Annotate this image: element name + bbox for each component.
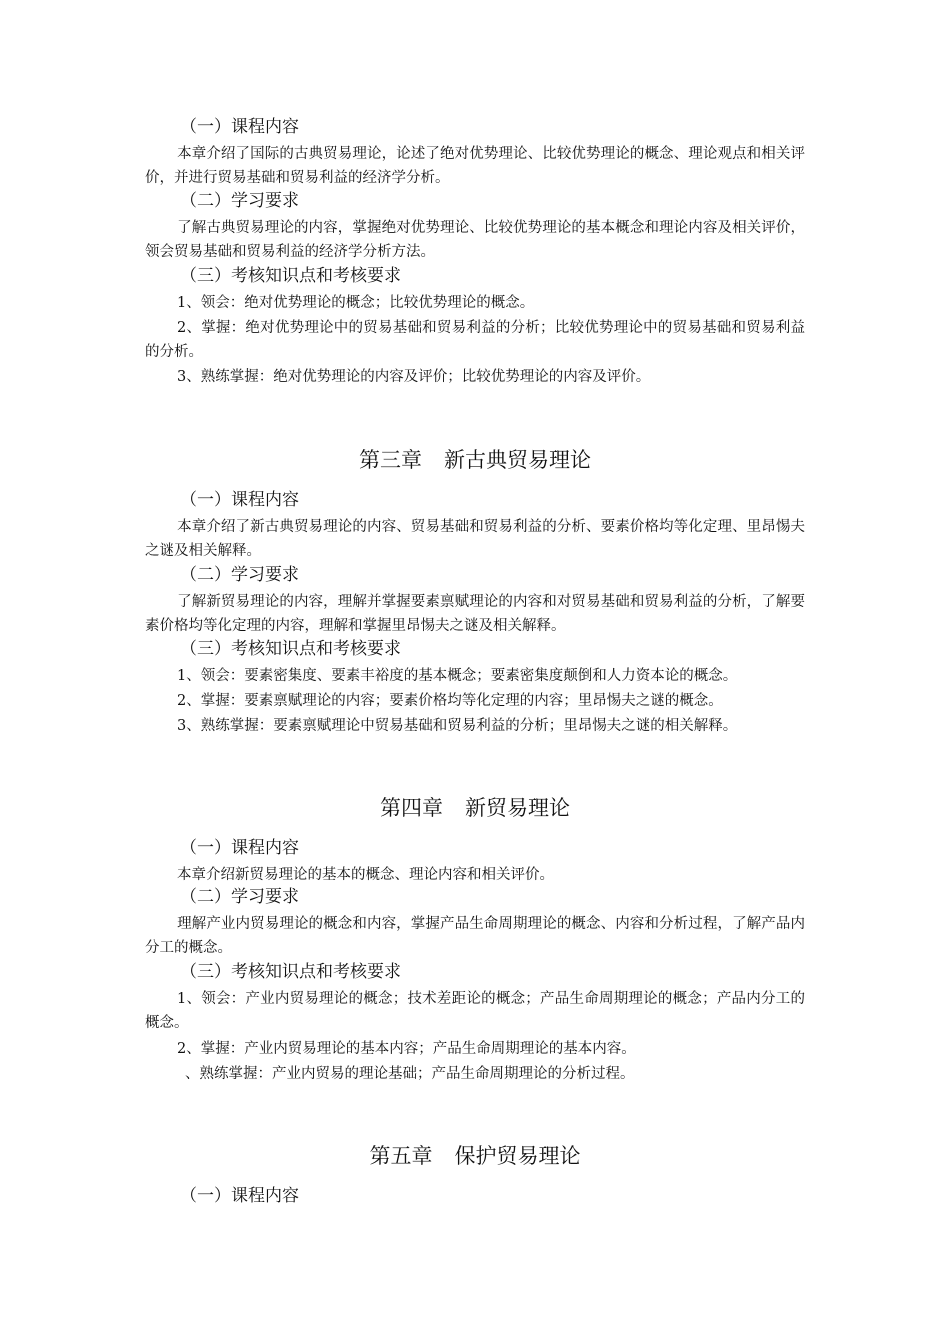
section-heading-course-content: （一）课程内容 bbox=[180, 490, 299, 510]
paragraph-course-content: 本章介绍了国际的古典贸易理论，论述了绝对优势理论、比较优势理论的概念、理论观点和相关评价，并进行贸易基础和贸易利益的经济学分析。 bbox=[145, 146, 805, 186]
section-heading-assessment: （三）考核知识点和考核要求 bbox=[180, 266, 401, 286]
paragraph-learning-requirements: 了解古典贸易理论的内容，掌握绝对优势理论、比较优势理论的基本概念和理论内容及相关评价，领会贸易基础和贸易利益的经济学分析方法。 bbox=[145, 220, 805, 260]
list-item: 3、熟练掌握：绝对优势理论的内容及评价；比较优势理论的内容及评价。 bbox=[177, 369, 651, 385]
section-heading-learning-requirements: （二）学习要求 bbox=[180, 565, 299, 585]
section-heading-assessment: （三）考核知识点和考核要求 bbox=[180, 639, 401, 659]
section-heading-assessment: （三）考核知识点和考核要求 bbox=[180, 962, 401, 982]
list-item: 2、掌握：绝对优势理论中的贸易基础和贸易利益的分析；比较优势理论中的贸易基础和贸易利益的分析。 bbox=[145, 320, 805, 360]
chapter-title: 第三章 新古典贸易理论 bbox=[359, 448, 591, 472]
list-item: 、熟练掌握：产业内贸易的理论基础；产品生命周期理论的分析过程。 bbox=[185, 1066, 635, 1082]
list-item: 3、熟练掌握：要素禀赋理论中贸易基础和贸易利益的分析；里昂惕夫之谜的相关解释。 bbox=[177, 718, 738, 734]
list-item: 1、领会：产业内贸易理论的概念；技术差距论的概念；产品生命周期理论的概念；产品内分工的概念。 bbox=[145, 991, 805, 1031]
section-heading-course-content: （一）课程内容 bbox=[180, 1186, 299, 1206]
chapter-title: 第五章 保护贸易理论 bbox=[369, 1144, 581, 1168]
paragraph-learning-requirements: 了解新贸易理论的内容，理解并掌握要素禀赋理论的内容和对贸易基础和贸易利益的分析，了解要素价格均等化定理的内容，理解和掌握里昂惕夫之谜及相关解释。 bbox=[145, 594, 805, 634]
section-heading-learning-requirements: （二）学习要求 bbox=[180, 191, 299, 211]
list-item: 2、掌握：要素禀赋理论的内容；要素价格均等化定理的内容；里昂惕夫之谜的概念。 bbox=[177, 693, 723, 709]
section-heading-course-content: （一）课程内容 bbox=[180, 117, 299, 137]
paragraph-course-content: 本章介绍新贸易理论的基本的概念、理论内容和相关评价。 bbox=[177, 867, 554, 883]
list-item: 1、领会：要素密集度、要素丰裕度的基本概念；要素密集度颠倒和人力资本论的概念。 bbox=[177, 668, 738, 684]
list-item: 2、掌握：产业内贸易理论的基本内容；产品生命周期理论的基本内容。 bbox=[177, 1041, 636, 1057]
chapter-title: 第四章 新贸易理论 bbox=[380, 796, 570, 820]
paragraph-learning-requirements: 理解产业内贸易理论的概念和内容，掌握产品生命周期理论的概念、内容和分析过程，了解产品内分工的概念。 bbox=[145, 916, 805, 956]
section-heading-course-content: （一）课程内容 bbox=[180, 838, 299, 858]
section-heading-learning-requirements: （二）学习要求 bbox=[180, 887, 299, 907]
paragraph-course-content: 本章介绍了新古典贸易理论的内容、贸易基础和贸易利益的分析、要素价格均等化定理、里昂惕夫之谜及相关解释。 bbox=[145, 519, 805, 559]
list-item: 1、领会：绝对优势理论的概念；比较优势理论的概念。 bbox=[177, 295, 535, 311]
